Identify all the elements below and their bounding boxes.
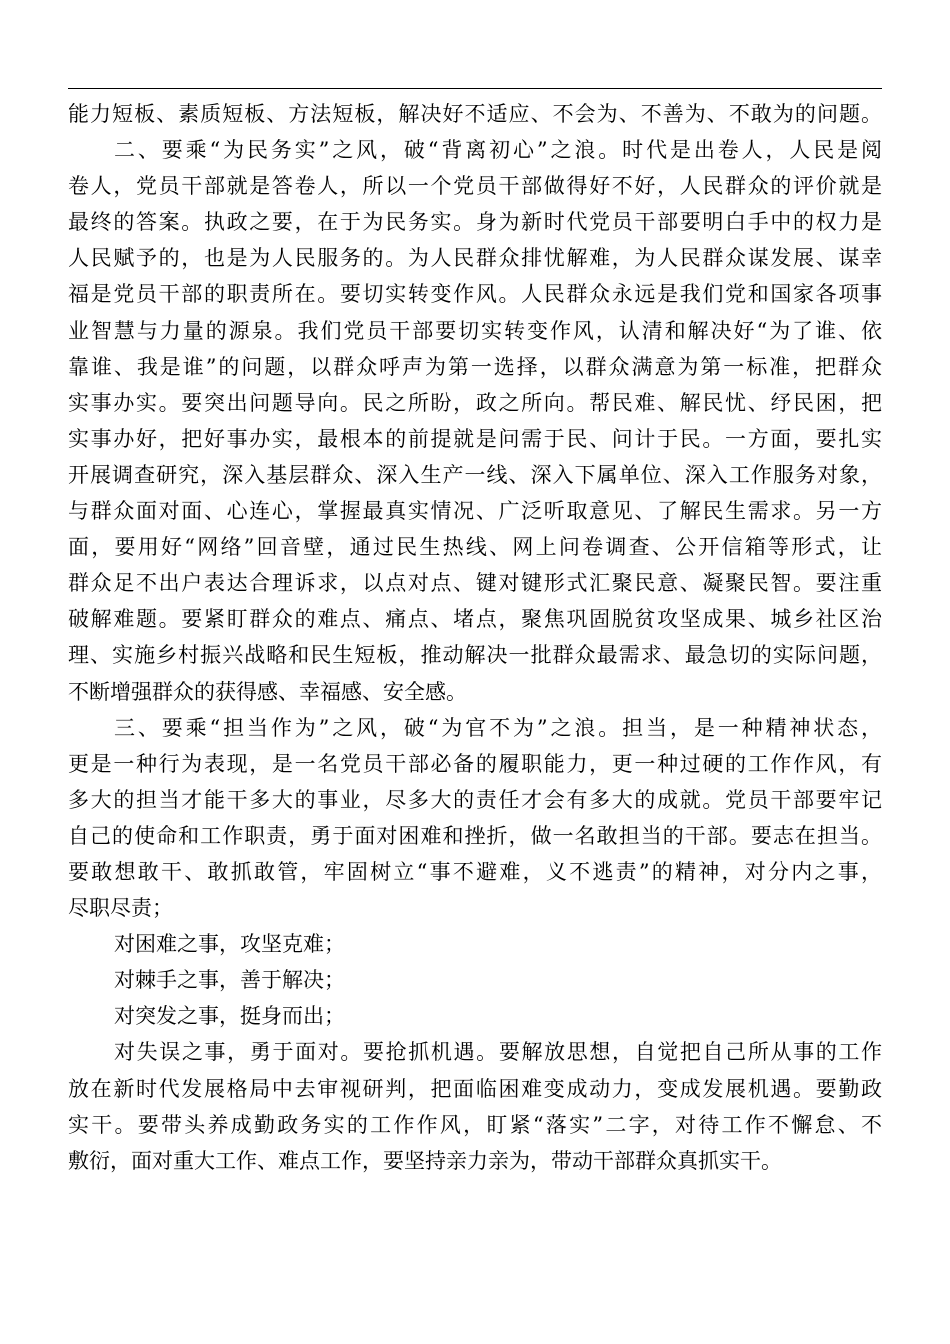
text-line: 三、要乘“担当作为”之风，破“为官不为”之浪。担当，是一种精神状态， <box>114 715 882 740</box>
text-line: 开展调查研究，深入基层群众、深入生产一线、深入下属单位、深入工作服务对象， <box>68 462 882 487</box>
text-line: 更是一种行为表现，是一名党员干部必备的履职能力，更一种过硬的工作作风，有 <box>68 751 882 776</box>
text-line: 面，要用好“网络”回音壁，通过民生热线、网上问卷调查、公开信箱等形式，让 <box>68 535 882 560</box>
text-line: 靠谁、我是谁”的问题，以群众呼声为第一选择，以群众满意为第一标准，把群众 <box>68 354 882 379</box>
text-line: 放在新时代发展格局中去审视研判，把面临困难变成动力，变成发展机遇。要勤政 <box>68 1076 882 1101</box>
text-line: 福是党员干部的职责所在。要切实转变作风。人民群众永远是我们党和国家各项事 <box>68 282 882 307</box>
text-line: 对突发之事，挺身而出； <box>114 1004 345 1029</box>
text-line: 能力短板、素质短板、方法短板，解决好不适应、不会为、不善为、不敢为的问题。 <box>68 102 882 126</box>
text-line: 尽职尽责； <box>68 896 173 921</box>
text-line: 不断增强群众的获得感、幸福感、安全感。 <box>68 679 467 704</box>
text-line: 自己的使命和工作职责，勇于面对困难和挫折，做一名敢担当的干部。要志在担当。 <box>68 823 882 848</box>
text-line: 实事办好，把好事办实，最根本的前提就是问需于民、问计于民。一方面，要扎实 <box>68 426 882 451</box>
text-line: 对棘手之事，善于解决； <box>114 968 345 993</box>
text-line: 业智慧与力量的源泉。我们党员干部要切实转变作风，认清和解决好“为了谁、依 <box>68 318 882 343</box>
text-line: 卷人，党员干部就是答卷人，所以一个党员干部做得好不好，人民群众的评价就是 <box>68 174 882 199</box>
text-line: 群众足不出户表达合理诉求，以点对点、键对键形式汇聚民意、凝聚民智。要注重 <box>68 571 882 596</box>
text-line: 二、要乘“为民务实”之风，破“背离初心”之浪。时代是出卷人，人民是阅 <box>114 138 882 163</box>
text-line: 要敢想敢干、敢抓敢管，牢固树立“事不避难，义不逃责”的精神，对分内之事， <box>68 859 882 884</box>
text-line: 实事办实。要突出问题导向。民之所盼，政之所向。帮民难、解民忧、纾民困，把 <box>68 390 882 415</box>
header-rule <box>68 88 882 89</box>
document-body <box>68 96 882 1179</box>
text-line: 对困难之事，攻坚克难； <box>114 932 345 957</box>
text-line: 多大的担当才能干多大的事业，尽多大的责任才会有多大的成就。党员干部要牢记 <box>68 787 882 812</box>
text-line: 敷衍，面对重大工作、难点工作，要坚持亲力亲为，带动干部群众真抓实干。 <box>68 1148 782 1173</box>
text-line: 最终的答案。执政之要，在于为民务实。身为新时代党员干部要明白手中的权力是 <box>68 210 882 235</box>
text-line: 对失误之事，勇于面对。要抢抓机遇。要解放思想，自觉把自己所从事的工作 <box>114 1040 882 1065</box>
text-line: 破解难题。要紧盯群众的难点、痛点、堵点，聚焦巩固脱贫攻坚成果、城乡社区治 <box>68 607 882 632</box>
text-line: 人民赋予的，也是为人民服务的。为人民群众排忧解难，为人民群众谋发展、谋幸 <box>68 246 882 271</box>
text-line: 与群众面对面、心连心，掌握最真实情况、广泛听取意见、了解民生需求。另一方 <box>68 499 882 524</box>
text-line: 实干。要带头养成勤政务实的工作作风，盯紧“落实”二字，对待工作不懈怠、不 <box>68 1112 882 1137</box>
text-line: 理、实施乡村振兴战略和民生短板，推动解决一批群众最需求、最急切的实际问题， <box>68 643 882 668</box>
